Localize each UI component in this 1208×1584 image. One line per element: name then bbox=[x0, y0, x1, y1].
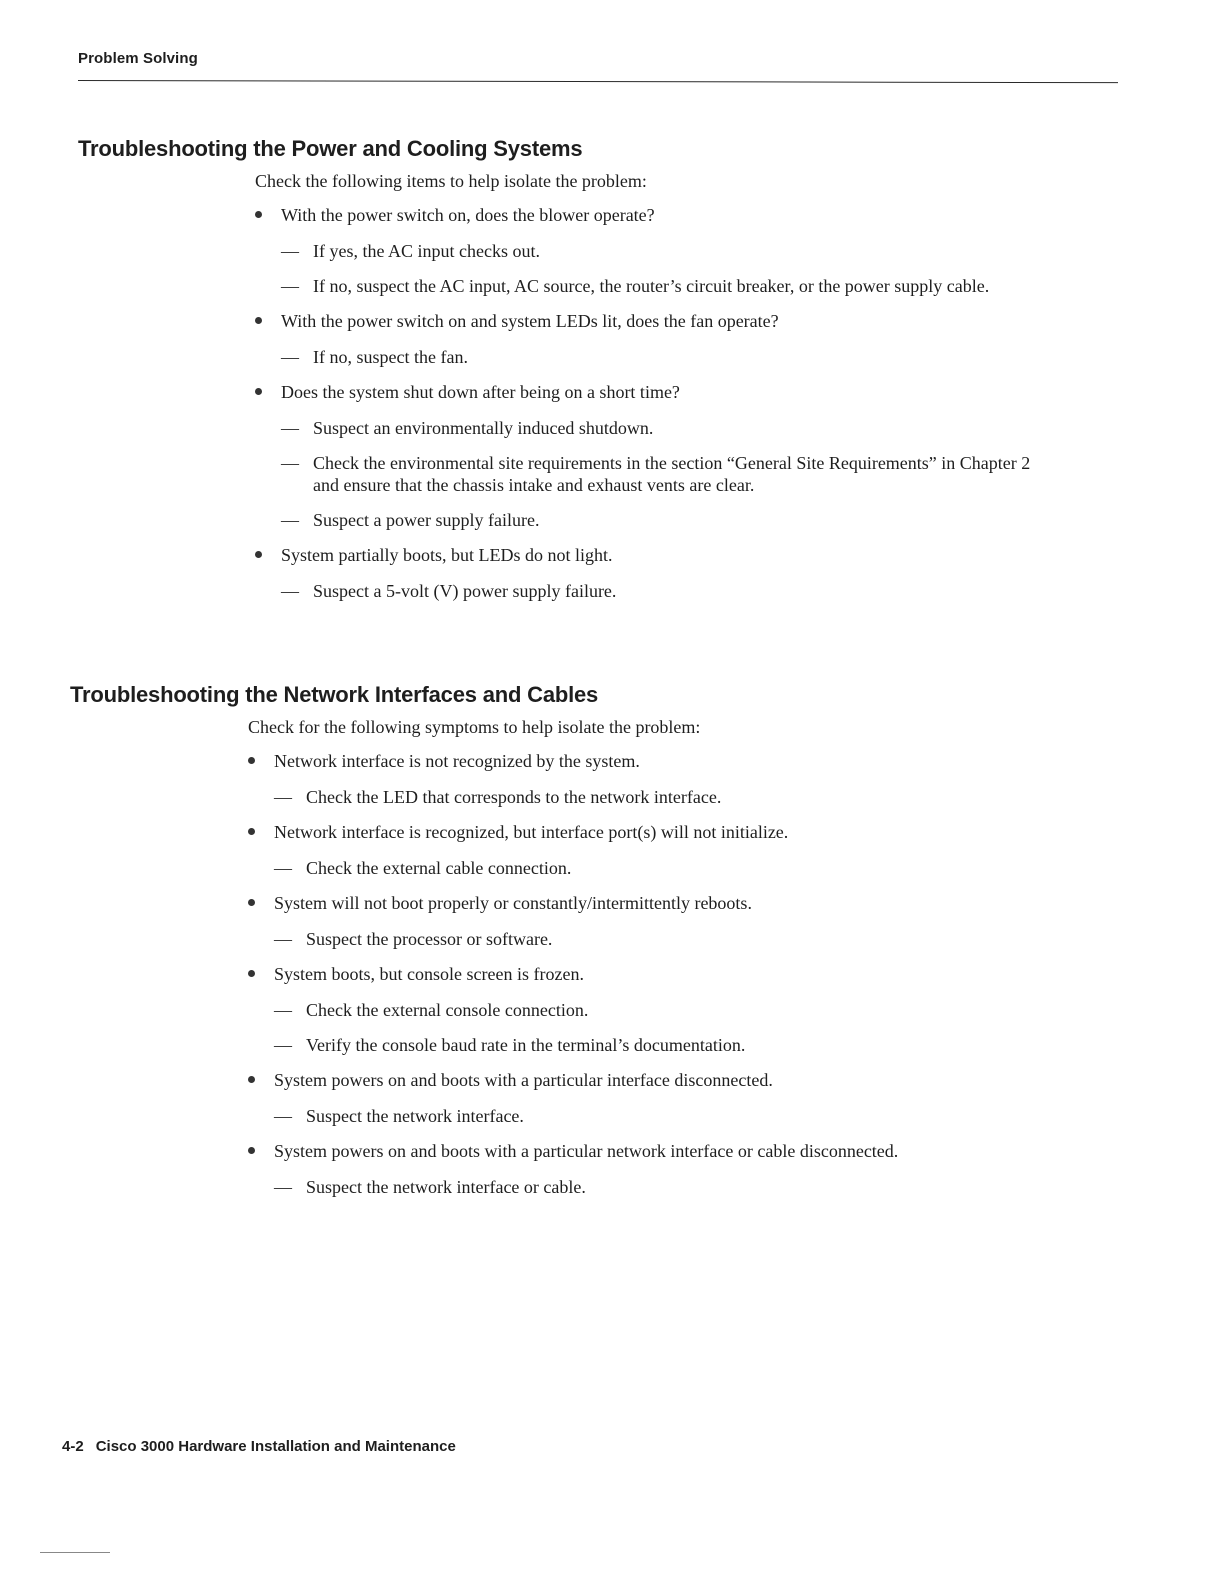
dash-icon: — bbox=[281, 276, 299, 296]
sub-item-text: If no, suspect the AC input, AC source, the router’s circuit breaker, or the power supply cable. bbox=[313, 276, 990, 296]
dash-icon: — bbox=[281, 581, 299, 601]
bullet-icon bbox=[255, 388, 262, 395]
bullet-text: System powers on and boots with a particular interface disconnected. bbox=[274, 1070, 773, 1090]
bullet-icon bbox=[248, 828, 255, 835]
sub-item-text: Suspect a 5-volt (V) power supply failure. bbox=[313, 581, 617, 601]
bullet-text: Network interface is recognized, but interface port(s) will not initialize. bbox=[274, 822, 789, 842]
bullet-text: System partially boots, but LEDs do not light. bbox=[281, 545, 613, 565]
page-footer bbox=[62, 1438, 456, 1455]
section-title-power-cooling: Troubleshooting the Power and Cooling Systems bbox=[78, 136, 583, 161]
page-number: 4-2 bbox=[62, 1438, 84, 1455]
section-intro: Check the following items to help isolate the problem: bbox=[255, 171, 647, 191]
dash-icon: — bbox=[281, 510, 299, 530]
bullet-icon bbox=[255, 551, 262, 558]
list-item bbox=[248, 750, 1048, 808]
running-head: Problem Solving bbox=[78, 50, 198, 67]
section-body-network-cables bbox=[248, 716, 1048, 1211]
bullet-icon bbox=[248, 1076, 255, 1083]
bullet-icon bbox=[255, 317, 262, 324]
sub-item-text: Suspect a power supply failure. bbox=[313, 510, 540, 530]
section-title-network-cables: Troubleshooting the Network Interfaces and Cables bbox=[70, 682, 599, 707]
bullet-text: System will not boot properly or constantly/intermittently reboots. bbox=[274, 893, 752, 913]
list-item bbox=[255, 204, 1055, 297]
dash-icon: — bbox=[274, 1177, 292, 1197]
bullet-text: System powers on and boots with a particular network interface or cable disconnected. bbox=[274, 1141, 899, 1161]
list-item bbox=[248, 963, 1048, 1056]
list-item bbox=[248, 1069, 1048, 1127]
section-body-power-cooling bbox=[255, 170, 1055, 615]
dash-icon: — bbox=[274, 1000, 292, 1020]
bullet-icon bbox=[248, 1147, 255, 1154]
dash-icon: — bbox=[281, 347, 299, 367]
bullet-icon bbox=[255, 211, 262, 218]
bullet-text: With the power switch on, does the blower operate? bbox=[281, 205, 655, 225]
dash-icon: — bbox=[274, 1035, 292, 1055]
list-item bbox=[255, 544, 1055, 602]
list-item bbox=[255, 310, 1055, 368]
dash-icon: — bbox=[274, 1106, 292, 1126]
sub-item-text: Check the external console connection. bbox=[306, 1000, 589, 1020]
sub-item-text: Suspect an environmentally induced shutdown. bbox=[313, 418, 654, 438]
sub-item-text: Check the external cable connection. bbox=[306, 858, 572, 878]
bullet-text: Network interface is not recognized by the system. bbox=[274, 751, 640, 771]
dash-icon: — bbox=[274, 929, 292, 949]
list-item bbox=[248, 821, 1048, 879]
dash-icon: — bbox=[281, 241, 299, 261]
bullet-icon bbox=[248, 757, 255, 764]
sub-item-text: Check the LED that corresponds to the network interface. bbox=[306, 787, 722, 807]
list-item bbox=[248, 892, 1048, 950]
sub-item-text: Suspect the processor or software. bbox=[306, 929, 553, 949]
sub-item-text: If yes, the AC input checks out. bbox=[313, 241, 540, 261]
list-item bbox=[248, 1140, 1048, 1198]
sub-item-text: Suspect the network interface or cable. bbox=[306, 1177, 586, 1197]
bullet-text: System boots, but console screen is frozen. bbox=[274, 964, 584, 984]
dash-icon: — bbox=[281, 453, 299, 473]
book-title: Cisco 3000 Hardware Installation and Maintenance bbox=[95, 1438, 456, 1455]
bullet-icon bbox=[248, 899, 255, 906]
sub-item-text: Suspect the network interface. bbox=[306, 1106, 524, 1126]
sub-item-text: If no, suspect the fan. bbox=[313, 347, 468, 367]
list-item bbox=[255, 381, 1055, 531]
sub-item-text: Check the environmental site requirements in the section “General Site Requirements” in Chapter 2 and ensure that the chassis intake and exhaust vents are clear. bbox=[313, 453, 1031, 495]
bullet-text: With the power switch on and system LEDs lit, does the fan operate? bbox=[281, 311, 779, 331]
bullet-icon bbox=[248, 970, 255, 977]
header-rule bbox=[78, 80, 1118, 83]
dash-icon: — bbox=[274, 787, 292, 807]
sub-item-text: Verify the console baud rate in the terminal’s documentation. bbox=[306, 1035, 746, 1055]
footer-rule bbox=[40, 1552, 110, 1553]
bullet-text: Does the system shut down after being on a short time? bbox=[281, 382, 680, 402]
section-intro: Check for the following symptoms to help isolate the problem: bbox=[248, 717, 701, 737]
dash-icon: — bbox=[281, 418, 299, 438]
dash-icon: — bbox=[274, 858, 292, 878]
